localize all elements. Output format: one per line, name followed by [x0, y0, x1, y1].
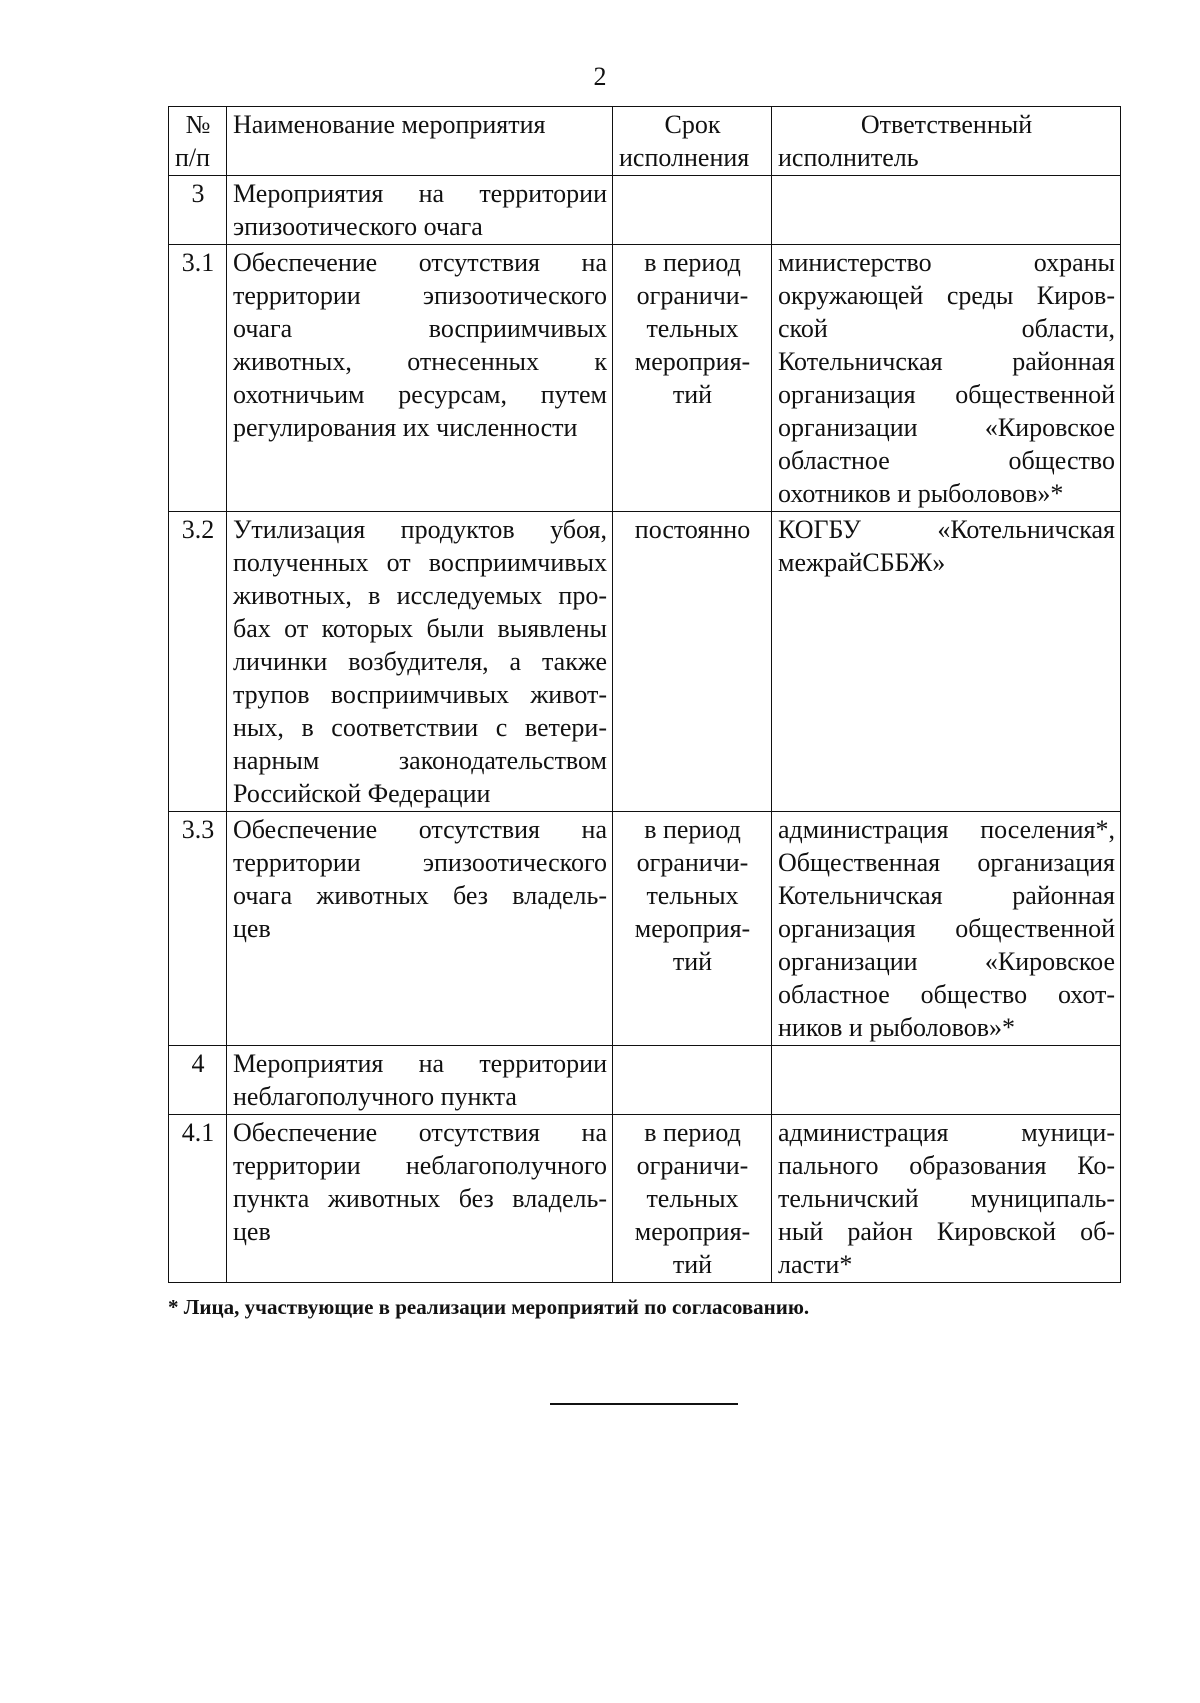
text-line: Утилизация продуктов убоя,	[233, 515, 607, 544]
activity-name-cell	[227, 1115, 613, 1283]
row-number: 4	[169, 1046, 227, 1115]
text-line: тий	[672, 1250, 713, 1279]
table-row	[169, 512, 1121, 812]
activity-name-cell	[227, 176, 613, 245]
text-line: цев	[233, 1217, 271, 1246]
text-line: министерство охраны	[778, 248, 1115, 277]
text-line: очага животных без владель-	[233, 881, 607, 910]
text-line: бах от которых были выявлены	[233, 614, 607, 643]
text-line: эпизоотического очага	[233, 212, 483, 241]
row-number: 3.1	[169, 245, 227, 512]
text-line: Общественная организация	[778, 848, 1115, 877]
term-cell	[613, 1115, 772, 1283]
table-row	[169, 1046, 1121, 1115]
table-row	[169, 1115, 1121, 1283]
text-line: тельничский муниципаль-	[778, 1184, 1115, 1213]
footnote: * Лица, участвующие в реализации мероприятий по согласованию.	[168, 1295, 810, 1319]
text-line: в период	[644, 1118, 741, 1147]
text-line: ограничи-	[636, 1151, 749, 1180]
text-line: ных, в соответствии с ветери-	[233, 713, 607, 742]
text-line: мероприя-	[634, 347, 751, 376]
activity-name-cell	[227, 1046, 613, 1115]
table-row	[169, 176, 1121, 245]
table-row	[169, 245, 1121, 512]
text-line: неблагополучного пункта	[233, 1082, 517, 1111]
text-line: окружающей среды Киров-	[778, 281, 1115, 310]
text-line: в период	[644, 815, 741, 844]
responsible-cell	[772, 1046, 1121, 1115]
activity-name-cell	[227, 512, 613, 812]
text-line: Обеспечение отсутствия на	[233, 815, 607, 844]
text-line: тий	[672, 380, 713, 409]
text-line: ограничи-	[636, 848, 749, 877]
text-line: администрация муници-	[778, 1118, 1115, 1147]
text-line: очага восприимчивых	[233, 314, 607, 343]
row-number: 3.3	[169, 812, 227, 1046]
text-line: организации «Кировское	[778, 947, 1115, 976]
term-cell	[613, 245, 772, 512]
text-line: животных, в исследуемых про-	[233, 581, 607, 610]
text-line: Ответственный	[860, 110, 1033, 139]
responsible-cell	[772, 812, 1121, 1046]
responsible-cell	[772, 512, 1121, 812]
text-line: администрация поселения*,	[778, 815, 1115, 844]
responsible-cell	[772, 176, 1121, 245]
text-line: территории эпизоотического	[233, 848, 607, 877]
text-line: межрайСББЖ»	[778, 548, 946, 577]
row-number: 3.2	[169, 512, 227, 812]
activity-name-cell	[227, 245, 613, 512]
text-line: охотников и рыболовов»*	[778, 479, 1064, 508]
text-line: областное общество	[778, 446, 1115, 475]
text-line: ников и рыболовов»*	[778, 1013, 1016, 1042]
text-line: тельных	[646, 1184, 739, 1213]
table-row	[169, 812, 1121, 1046]
text-line: тельных	[646, 314, 739, 343]
text-line: пального образования Ко-	[778, 1151, 1115, 1180]
header-responsible	[772, 107, 1121, 176]
term-cell	[613, 1046, 772, 1115]
text-line: Срок	[664, 110, 721, 139]
text-line: нарным законодательством	[233, 746, 607, 775]
text-line: личинки возбудителя, а также	[233, 647, 607, 676]
responsible-cell	[772, 245, 1121, 512]
page-number: 2	[593, 62, 607, 91]
term-cell	[613, 176, 772, 245]
term-cell	[613, 512, 772, 812]
text-line: ный район Кировской об-	[778, 1217, 1115, 1246]
activities-table	[168, 106, 1121, 1283]
text-line: животных, отнесенных к	[233, 347, 607, 376]
text-line: регулирования их численности	[233, 413, 578, 442]
text-line: пункта животных без владель-	[233, 1184, 607, 1213]
row-number: 3	[169, 176, 227, 245]
text-line: ограничи-	[636, 281, 749, 310]
text-line: организации «Кировское	[778, 413, 1115, 442]
row-number: 4.1	[169, 1115, 227, 1283]
text-line: территории неблагополучного	[233, 1151, 607, 1180]
activity-name-cell	[227, 812, 613, 1046]
text-line: Котельничская районная	[778, 347, 1115, 376]
text-line: №	[185, 110, 211, 139]
text-line: Обеспечение отсутствия на	[233, 1118, 607, 1147]
text-line: полученных от восприимчивых	[233, 548, 607, 577]
text-line: Мероприятия на территории	[233, 1049, 607, 1078]
text-line: областное общество охот-	[778, 980, 1115, 1009]
text-line: мероприя-	[634, 914, 751, 943]
text-line: Котельничская районная	[778, 881, 1115, 910]
term-cell	[613, 812, 772, 1046]
end-rule	[550, 1403, 738, 1405]
text-line: территории эпизоотического	[233, 281, 607, 310]
text-line: Наименование мероприятия	[233, 110, 546, 139]
text-line: Российской Федерации	[233, 779, 491, 808]
text-line: тельных	[646, 881, 739, 910]
text-line: трупов восприимчивых живот-	[233, 680, 607, 709]
responsible-cell	[772, 1115, 1121, 1283]
table-body	[169, 176, 1121, 1283]
text-line: Мероприятия на территории	[233, 179, 607, 208]
header-term	[613, 107, 772, 176]
text-line: постоянно	[634, 515, 751, 544]
table-header-row	[169, 107, 1121, 176]
text-line: исполнитель	[778, 143, 919, 172]
text-line: ласти*	[778, 1250, 853, 1279]
text-line: Обеспечение отсутствия на	[233, 248, 607, 277]
text-line: тий	[672, 947, 713, 976]
text-line: КОГБУ «Котельничская	[778, 515, 1115, 544]
header-num	[169, 107, 227, 176]
text-line: организация общественной	[778, 914, 1115, 943]
text-line: в период	[644, 248, 741, 277]
text-line: исполнения	[619, 143, 750, 172]
text-line: п/п	[175, 143, 211, 172]
text-line: мероприя-	[634, 1217, 751, 1246]
text-line: охотничьим ресурсам, путем	[233, 380, 607, 409]
header-name	[227, 107, 613, 176]
text-line: организация общественной	[778, 380, 1115, 409]
text-line: ской области,	[778, 314, 1115, 343]
text-line: цев	[233, 914, 271, 943]
